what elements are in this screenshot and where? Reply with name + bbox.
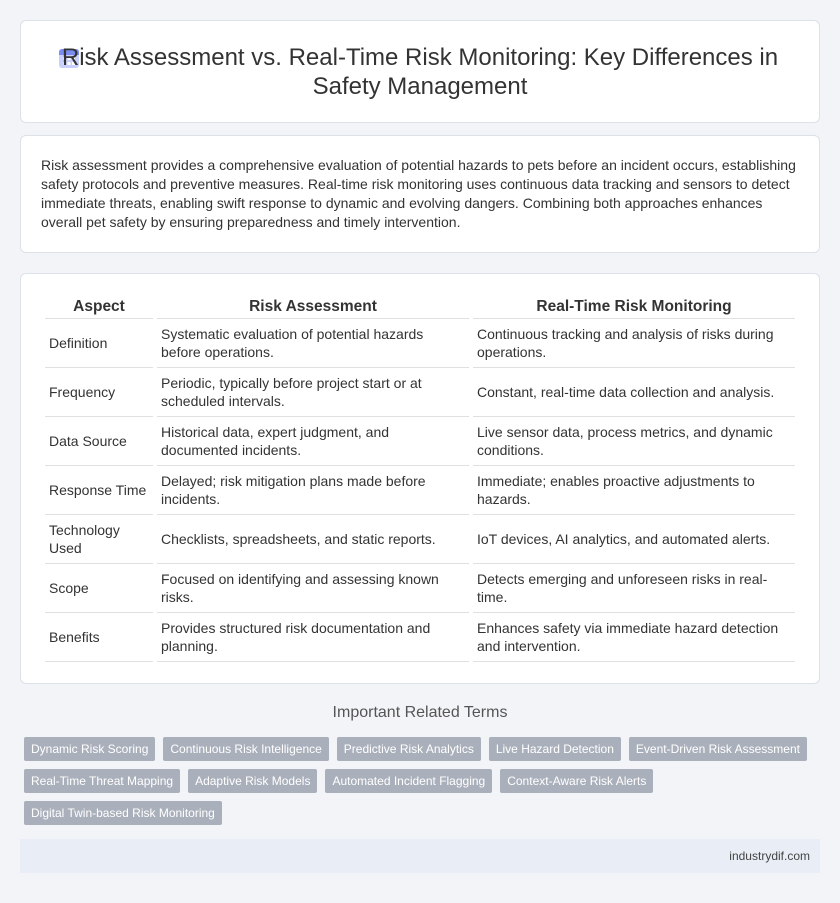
related-terms-list [24, 737, 824, 833]
row-aspect: Scope [45, 564, 153, 613]
row-risk-assessment: Historical data, expert judgment, and documented incidents. [157, 417, 469, 466]
row-risk-assessment: Periodic, typically before project start or at scheduled intervals. [157, 368, 469, 417]
row-real-time-monitoring: Immediate; enables proactive adjustments to hazards. [473, 466, 795, 515]
related-term-tag[interactable]: Adaptive Risk Models [188, 769, 317, 793]
summary-text: Risk assessment provides a comprehensive evaluation of potential hazards to pets before an incident occurs, establishing safety protocols and preventive measures. Real-time risk monitoring uses continuous data tracking and sensors to detect immediate threats, enabling swift response to dynamic and evolving dangers. Combining both approaches enhances overall pet safety by ensuring preparedness and timely intervention. [41, 157, 796, 230]
row-real-time-monitoring: Enhances safety via immediate hazard detection and intervention. [473, 613, 795, 662]
footer [20, 839, 820, 873]
related-term-tag[interactable]: Automated Incident Flagging [325, 769, 492, 793]
table-row [45, 515, 795, 564]
related-term-tag[interactable]: Predictive Risk Analytics [337, 737, 481, 761]
comparison-table [41, 296, 799, 662]
row-aspect: Frequency [45, 368, 153, 417]
table-row [45, 319, 795, 368]
related-term-tag[interactable]: Event-Driven Risk Assessment [629, 737, 807, 761]
row-risk-assessment: Provides structured risk documentation and planning. [157, 613, 469, 662]
row-aspect: Technology Used [45, 515, 153, 564]
table-row [45, 466, 795, 515]
row-aspect: Data Source [45, 417, 153, 466]
footer-site-link[interactable]: industrydif.com [729, 849, 810, 863]
row-risk-assessment: Delayed; risk mitigation plans made before incidents. [157, 466, 469, 515]
related-term-tag[interactable]: Live Hazard Detection [489, 737, 621, 761]
row-risk-assessment: Checklists, spreadsheets, and static reports. [157, 515, 469, 564]
related-term-tag[interactable]: Continuous Risk Intelligence [163, 737, 328, 761]
title-card [20, 20, 820, 123]
related-terms-title: Important Related Terms [332, 704, 508, 721]
row-real-time-monitoring: Constant, real-time data collection and analysis. [473, 368, 795, 417]
related-term-tag[interactable]: Context-Aware Risk Alerts [500, 769, 653, 793]
table-row [45, 368, 795, 417]
header-aspect: Aspect [45, 296, 153, 319]
page-title: Risk Assessment vs. Real-Time Risk Monitoring: Key Differences in Safety Management [61, 44, 779, 100]
row-aspect: Definition [45, 319, 153, 368]
related-term-tag[interactable]: Digital Twin-based Risk Monitoring [24, 801, 222, 825]
row-real-time-monitoring: IoT devices, AI analytics, and automated alerts. [473, 515, 795, 564]
row-real-time-monitoring: Detects emerging and unforeseen risks in real-time. [473, 564, 795, 613]
comparison-table-card [20, 273, 820, 684]
header-risk-assessment: Risk Assessment [157, 296, 469, 319]
summary-card [20, 135, 820, 253]
related-term-tag[interactable]: Dynamic Risk Scoring [24, 737, 155, 761]
row-aspect: Response Time [45, 466, 153, 515]
related-term-tag[interactable]: Real-Time Threat Mapping [24, 769, 180, 793]
row-risk-assessment: Focused on identifying and assessing known risks. [157, 564, 469, 613]
table-header-row [45, 296, 795, 319]
table-row [45, 417, 795, 466]
table-row [45, 564, 795, 613]
header-real-time-monitoring: Real-Time Risk Monitoring [473, 296, 795, 319]
row-risk-assessment: Systematic evaluation of potential hazards before operations. [157, 319, 469, 368]
row-real-time-monitoring: Live sensor data, process metrics, and dynamic conditions. [473, 417, 795, 466]
table-row [45, 613, 795, 662]
row-aspect: Benefits [45, 613, 153, 662]
row-real-time-monitoring: Continuous tracking and analysis of risks during operations. [473, 319, 795, 368]
